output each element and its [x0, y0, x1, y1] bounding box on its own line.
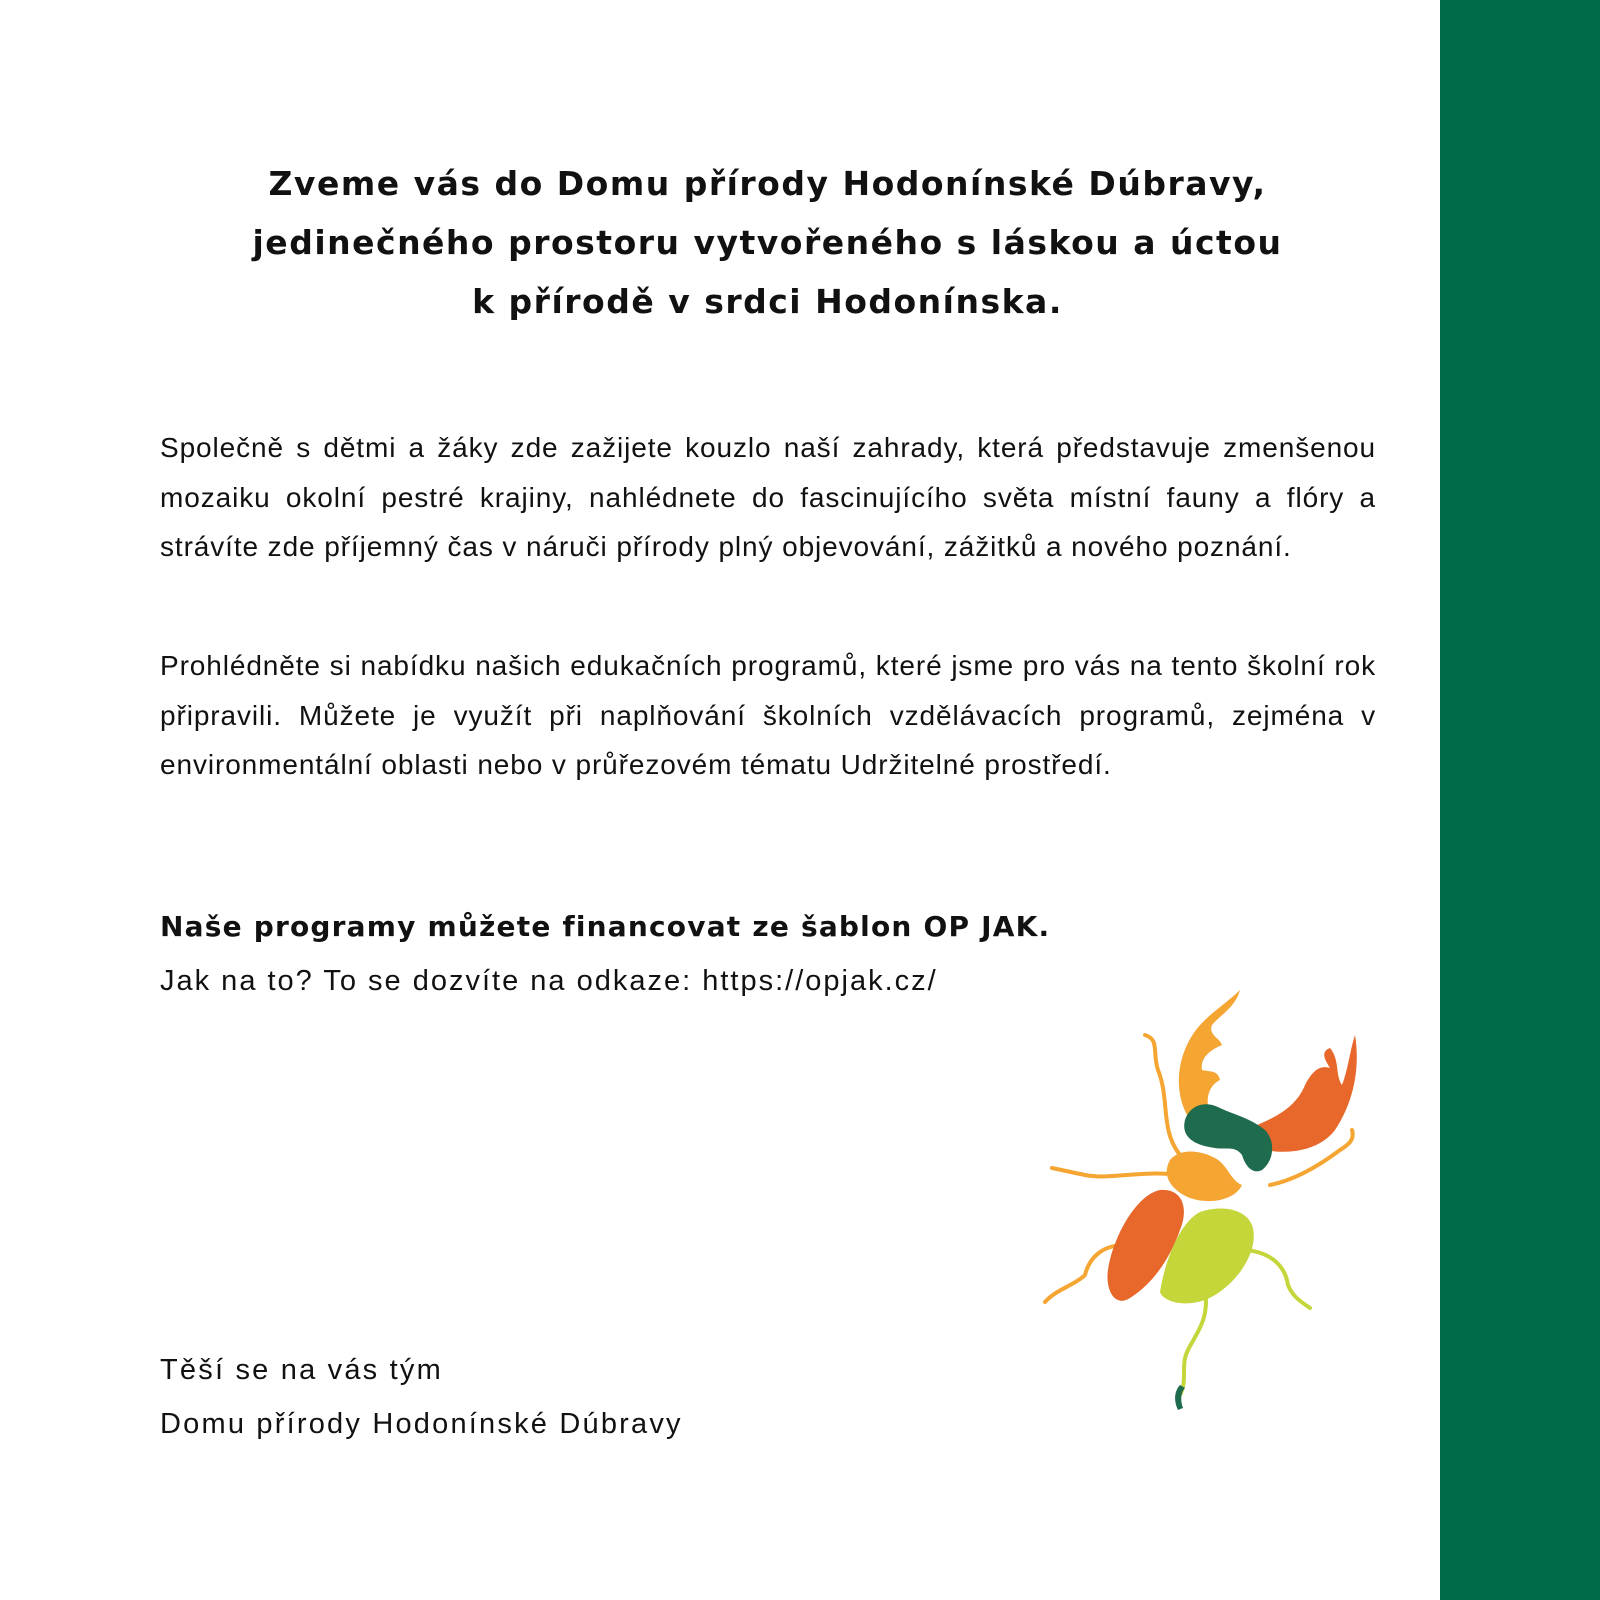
programs-paragraph: Prohlédněte si nabídku našich edukačních programů, které jsme pro vás na tento školní rok připravili. Můžete je využít při naplňování školních vzdělávacích programů, zejména v environmentální oblasti nebo v průřezovém tématu Udržitelné prostředí. — [160, 650, 1376, 780]
funding-link-text: Jak na to? To se dozvíte na odkaze: https://opjak.cz/ — [160, 965, 938, 997]
headline-line-2: jedinečného prostoru vytvořeného s láskou a úctou — [252, 223, 1283, 262]
page-headline — [160, 154, 1375, 331]
funding-heading: Naše programy můžete financovat ze šablon OP JAK. — [160, 910, 1051, 943]
signoff-line-2: Domu přírody Hodonínské Dúbravy — [160, 1408, 683, 1440]
intro-paragraph: Společně s dětmi a žáky zde zažijete kouzlo naší zahrady, která představuje zmenšenou mozaiku okolní pestré krajiny, nahlédnete do fascinujícího světa místní fauny a flóry a strávíte zde příjemný čas v náruči přírody plný objevování, zážitků a nového poznání. — [160, 432, 1376, 562]
signoff-line-1: Těší se na vás tým — [160, 1354, 443, 1386]
stag-beetle-icon — [1030, 990, 1390, 1430]
headline-line-3: k přírodě v srdci Hodonínska. — [472, 282, 1063, 321]
side-bar — [1440, 0, 1600, 1600]
headline-line-1: Zveme vás do Domu přírody Hodonínské Dúbravy, — [268, 164, 1267, 203]
